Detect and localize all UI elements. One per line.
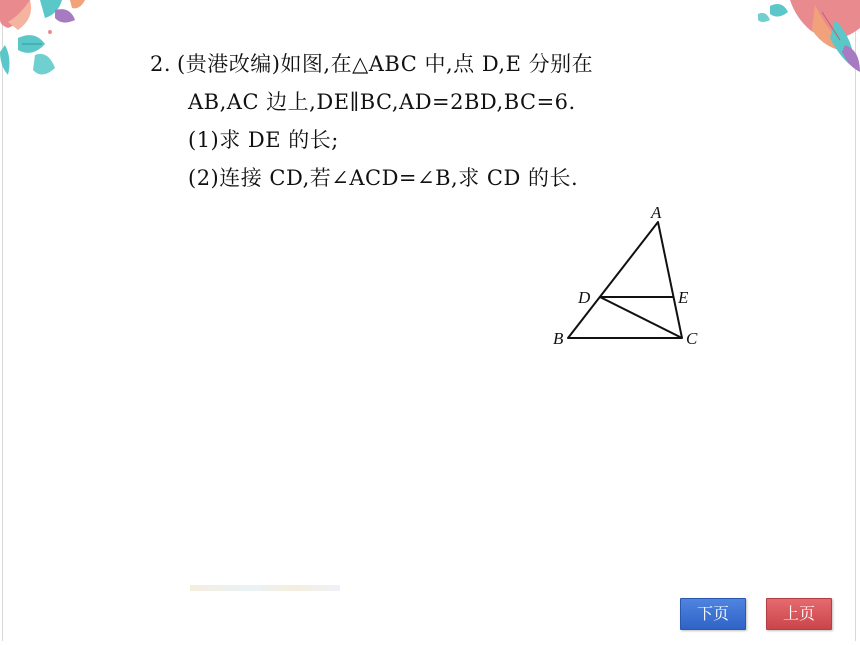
question-2: (2)连接 CD,若∠ACD=∠B,求 CD 的长. xyxy=(188,166,579,190)
next-page-button[interactable]: 下页 xyxy=(680,598,746,630)
triangle-figure xyxy=(550,200,710,355)
problem-line-1 xyxy=(150,45,710,83)
problem-number: 2. xyxy=(150,52,172,76)
label-c: C xyxy=(686,329,698,348)
problem-text xyxy=(150,45,710,197)
leaf-decoration-top-right-icon xyxy=(730,0,860,75)
segment-dc xyxy=(600,297,682,338)
triangle-abc xyxy=(568,222,682,338)
label-d: D xyxy=(578,288,591,307)
previous-page-button[interactable]: 上页 xyxy=(766,598,832,630)
label-b: B xyxy=(553,329,564,348)
problem-statement-1: 如图,在△ABC 中,点 D,E 分别在 xyxy=(280,52,594,76)
leaf-decoration-top-left-icon xyxy=(0,0,120,95)
faint-watermark-strip xyxy=(190,585,340,591)
problem-line-2: AB,AC 边上,DE∥BC,AD=2BD,BC=6. xyxy=(188,90,576,114)
label-e: E xyxy=(678,288,689,307)
question-1: (1)求 DE 的长; xyxy=(188,128,339,152)
problem-source: (贵港改编) xyxy=(177,52,281,76)
label-a: A xyxy=(651,203,662,222)
